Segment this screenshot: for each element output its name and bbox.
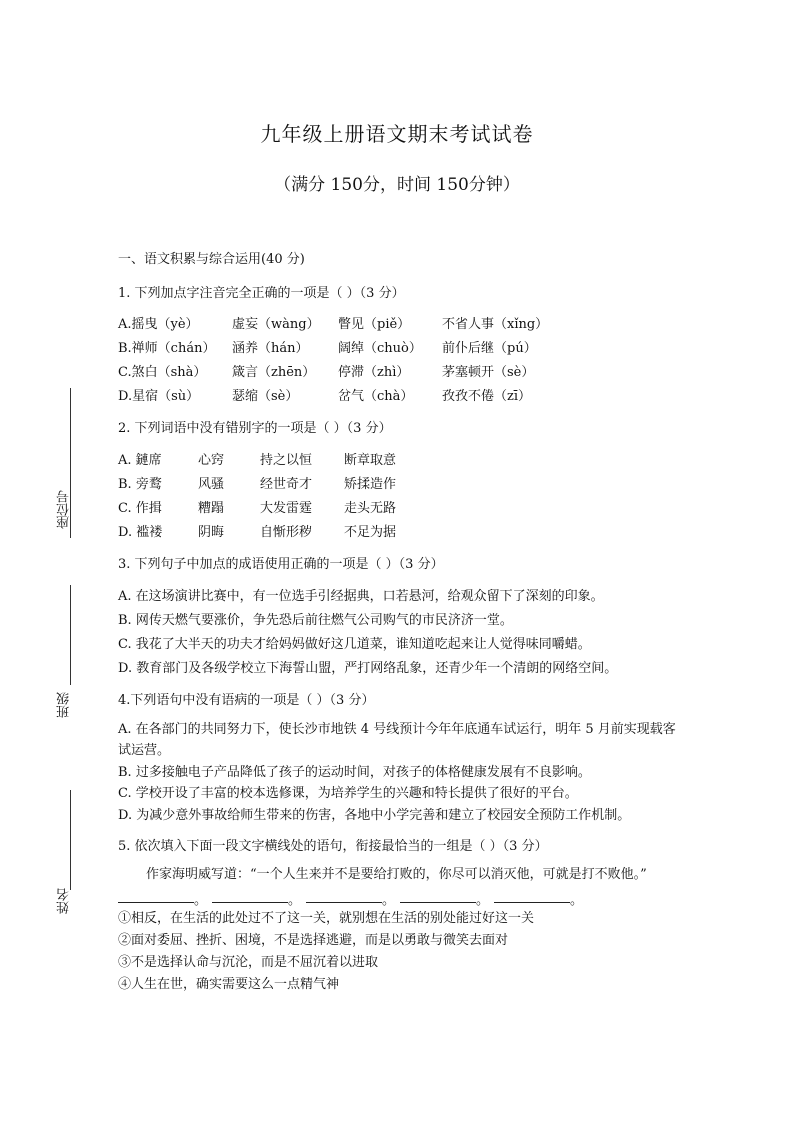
q2-d-word1: D. 褴褛 bbox=[118, 525, 163, 540]
section-heading: 一、语文积累与综合运用(40 分) bbox=[118, 252, 305, 267]
q1-b-word1: B.禅师（chán） bbox=[118, 341, 216, 356]
q4-option-a-line1: A. 在各部门的共同努力下，使长沙市地铁 4 号线预计今年年底通车试运行，明年 5 月前实现载客 bbox=[118, 722, 676, 737]
q2-b-word2: 风骚 bbox=[198, 477, 225, 492]
question-1-stem: 1. 下列加点字注音完全正确的一项是（ ）（3 分） bbox=[118, 286, 405, 301]
q2-c-word2: 糟蹋 bbox=[198, 501, 225, 516]
q1-d-word3: 岔气（chà） bbox=[338, 389, 414, 404]
q1-b-word3: 阔绰（chuò） bbox=[338, 341, 422, 356]
question-2-stem: 2. 下列词语中没有错别字的一项是（ ）（3 分） bbox=[118, 421, 392, 436]
q4-option-c: C. 学校开设了丰富的校本选修课，为培养学生的兴趣和特长提供了很好的平台。 bbox=[118, 786, 578, 801]
q2-a-word1: A. 鏈席 bbox=[118, 453, 162, 468]
q2-a-word2: 心窍 bbox=[198, 453, 225, 468]
q4-option-a-line2: 试运营。 bbox=[118, 743, 171, 758]
class-line bbox=[70, 585, 71, 685]
q5-item-3: ③不是选择认命与沉沦，而是不屈沉着以进取 bbox=[118, 955, 379, 970]
q1-d-word1: D.星宿（sù） bbox=[118, 389, 200, 404]
exam-subtitle: （满分 150分，时间 150分钟） bbox=[274, 175, 520, 195]
q1-d-word2: 瑟缩（sè） bbox=[232, 389, 299, 404]
q1-a-word1: A.摇曳（yè） bbox=[118, 317, 199, 332]
question-3-stem: 3. 下列句子中加点的成语使用正确的一项是（ ）（3 分） bbox=[118, 557, 444, 572]
q2-c-word4: 走头无路 bbox=[344, 501, 397, 516]
q1-a-word3: 瞥见（piě） bbox=[338, 317, 411, 332]
q2-b-word3: 经世奇才 bbox=[260, 477, 313, 492]
q5-item-1: ①相反，在生活的此处过不了这一关，就别想在生活的别处能过好这一关 bbox=[118, 911, 535, 926]
q5-blank-1[interactable] bbox=[118, 902, 194, 903]
q1-c-word2: 箴言（zhēn） bbox=[232, 365, 316, 380]
q3-option-c: C. 我花了大半天的功夫才给妈妈做好这几道菜，谁知道吃起来让人觉得味同嚼蜡。 bbox=[118, 637, 591, 652]
q2-d-word3: 自惭形秽 bbox=[260, 525, 313, 540]
q2-c-word3: 大发雷霆 bbox=[260, 501, 313, 516]
question-5-stem: 5. 依次填入下面一段文字横线处的语句，衔接最恰当的一组是（ ）（3 分） bbox=[118, 839, 548, 854]
q1-c-word3: 停滞（zhì） bbox=[338, 365, 410, 380]
q3-option-b: B. 网传天燃气要涨价，争先恐后前往燃气公司购气的市民济济一堂。 bbox=[118, 613, 513, 628]
q1-b-word4: 前仆后继（pú） bbox=[442, 341, 537, 356]
q2-d-word2: 阴晦 bbox=[198, 525, 225, 540]
q1-a-word4: 不省人事（xǐng） bbox=[442, 317, 549, 332]
seat-number-label: 座位号 bbox=[57, 490, 72, 529]
q2-c-word1: C. 作揖 bbox=[118, 501, 162, 516]
q2-a-word3: 持之以恒 bbox=[260, 453, 313, 468]
q5-blank-3[interactable] bbox=[306, 902, 382, 903]
q3-option-a: A. 在这场演讲比赛中，有一位选手引经据典，口若悬河，给观众留下了深刻的印象。 bbox=[118, 589, 604, 604]
name-line bbox=[70, 790, 71, 890]
q1-b-word2: 涵养（hán） bbox=[232, 341, 309, 356]
q1-a-word2: 虚妄（wàng） bbox=[232, 317, 320, 332]
q5-blank-separator: 。 bbox=[194, 893, 208, 908]
q5-blank-separator: 。 bbox=[570, 893, 584, 908]
q5-blank-2[interactable] bbox=[212, 902, 288, 903]
q5-blank-separator: 。 bbox=[476, 893, 490, 908]
q2-b-word1: B. 旁鹜 bbox=[118, 477, 162, 492]
q1-d-word4: 孜孜不倦（zī） bbox=[442, 389, 532, 404]
q5-blank-separator: 。 bbox=[382, 893, 396, 908]
class-label: 班级 bbox=[57, 692, 72, 718]
q3-option-d: D. 教育部门及各级学校立下海誓山盟，严打网络乱象，还青少年一个清朗的网络空间。 bbox=[118, 661, 618, 676]
question-4-stem: 4.下列语句中没有语病的一项是（ ）（3 分） bbox=[118, 693, 375, 708]
q1-c-word1: C.煞白（shà） bbox=[118, 365, 207, 380]
q2-b-word4: 矫揉造作 bbox=[344, 477, 397, 492]
name-label: 姓名 bbox=[57, 888, 72, 914]
q2-a-word4: 断章取意 bbox=[344, 453, 397, 468]
q4-option-d: D. 为减少意外事故给师生带来的伤害，各地中小学完善和建立了校园安全预防工作机制。 bbox=[118, 808, 631, 823]
q5-item-2: ②面对委屈、挫折、困境，不是选择逃避，而是以勇敢与微笑去面对 bbox=[118, 933, 509, 948]
q5-item-4: ④人生在世，确实需要这么一点精气神 bbox=[118, 977, 340, 992]
q5-blank-separator: 。 bbox=[288, 893, 302, 908]
q2-d-word4: 不足为据 bbox=[344, 525, 397, 540]
q4-option-b: B. 过多接触电子产品降低了孩子的运动时间，对孩子的体格健康发展有不良影响。 bbox=[118, 765, 591, 780]
q5-blank-4[interactable] bbox=[400, 902, 476, 903]
q1-c-word4: 茅塞顿开（sè） bbox=[442, 365, 535, 380]
q5-blank-5[interactable] bbox=[494, 902, 570, 903]
q5-quote: 作家海明威写道：“一个人生来并不是要给打败的，你尽可以消灭他，可就是打不败他。” bbox=[146, 867, 647, 882]
exam-title: 九年级上册语文期末考试试卷 bbox=[260, 122, 534, 146]
